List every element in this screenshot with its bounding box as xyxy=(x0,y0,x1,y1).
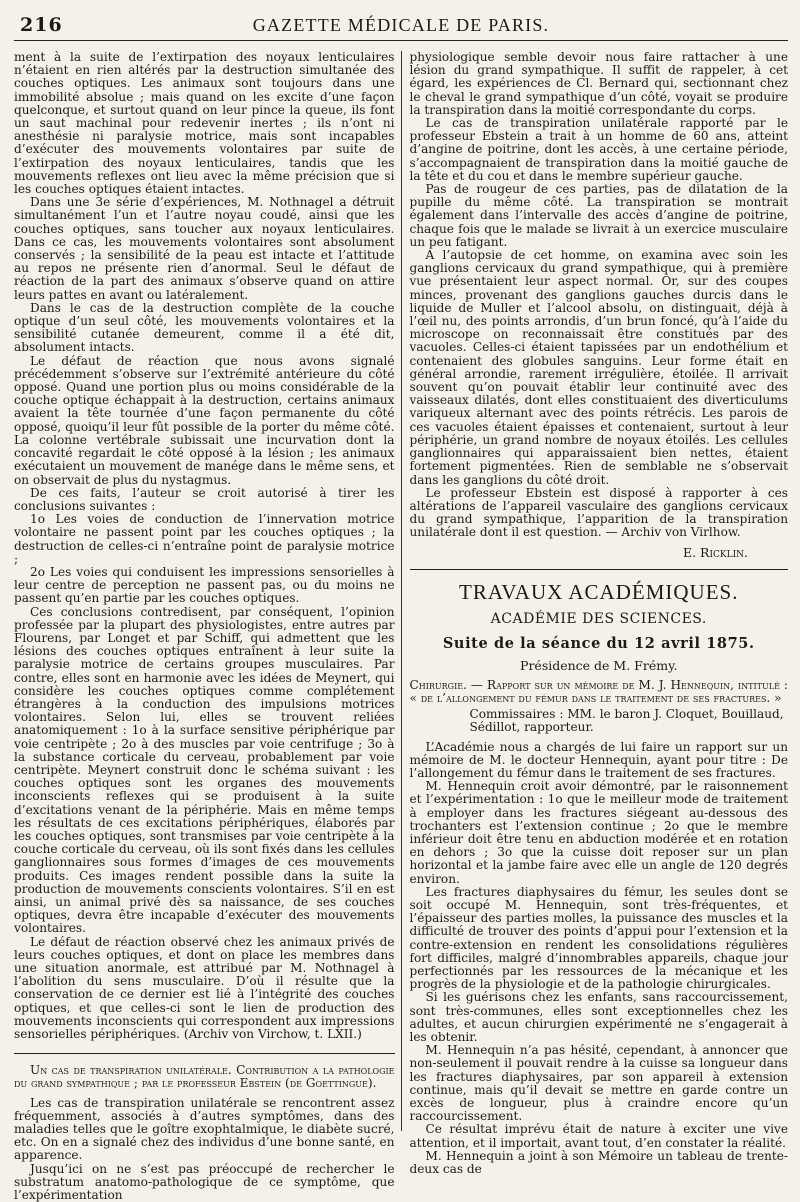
presidency-line: Présidence de M. Frémy. xyxy=(520,657,678,673)
session-heading: Suite de la séance du 12 avril 1875. xyxy=(442,634,755,652)
author-signature: E. Ricklin. xyxy=(682,544,748,560)
paragraph: Le cas de transpiration unilatérale rapporté par le professeur Ebstein a trait à un homme de 60 ans, atteint d’angine de poitrine, dont les accès, à une certaine période, s’accompagnaient de transpiration dans la moitié gauche de la tête et du cou et dans le membre supérieur gauche. xyxy=(409,116,788,183)
paragraph: 2o Les voies qui conduisent les impressions sensorielles à leur centre de perception ne passent pas, ou du moins ne passent qu’en partie par les couches optiques. xyxy=(14,564,395,606)
two-column-body xyxy=(14,50,788,1202)
paragraph: Le défaut de réaction que nous avons signalé précédemment s’observe sur l’extrémité antérieure du côté opposé. Quand une portion plus ou moins considérable de la couche optique échappait à la destruction, certains animaux avaient la tête tournée d’une façon permanente du côté opposé, quoiqu’il leur fût possible de la porter du même côté. La colonne vertébrale subissait une incurvation dont la concavité regardait le côté opposé à la lésion ; les animaux exécutaient un mouvement de manége dans le même sens, et on observait de plus du nystagmus. xyxy=(14,353,395,487)
section-divider xyxy=(14,1053,395,1054)
report-heading: Chirurgie. — Rapport sur un mémoire de M. J. Hennequin, intitulé : « de l’allongement du fémur dans le traitement de ses fractures. » xyxy=(409,677,788,705)
paragraph: Dans le cas de la destruction complète de la couche optique d’un seul côté, les mouvements volontaires et la sensibilité cutanée demeurent, comme il a été dit, absolument intacts. xyxy=(14,300,395,355)
right-column xyxy=(402,50,789,1177)
paragraph: Ces conclusions contredisent, par conséquent, l’opinion professée par la plupart des physiologistes, entre autres par Flourens, par Longet et par Schiff, qui admettent que les lésions des couches optiques entraînent à leur suite la paralysie motrice de certains groupes musculaires. Par contre, elles sont en harmonie avec les idées de Meynert, qui considère les couches optiques comme complétement étrangères à la conduction des impulsions motrices volontaires. Selon lui, elles se trouvent reliées anatomiquement : 1o à la surface sensitive périphérique par voie centripète ; 2o à des muscles par voie centrifuge ; 3o à la substance corticale du cerveau, probablement par voie centripète. Meynert construit donc le schéma suivant : les couches optiques sont les organes des mouvements inconscients reflexes qui se produisent à la suite d’excitations venant de la périphérie. Mais en même temps les résultats de ces excitations périphériques, élaborés par les couches optiques, sont transmises par voie centripète à la couche corticale du cerveau, où ils sont fixés dans les cellules ganglionnaires sous formes d’images de ces mouvements produits. Ces images rendent possible dans la suite la production de mouvements conscients volontaires. S’il en est ainsi, un animal privé dès sa naissance, de ses couches optiques, devra être incapable d’exécuter des mouvements volontaires. xyxy=(14,604,395,936)
paragraph: Si les guérisons chez les enfants, sans raccourcissement, sont très-communes, elles sont exceptionnelles chez les adultes, et aucun chirurgien expérimenté ne s’engagerait à les obtenir. xyxy=(409,990,788,1044)
paragraph: ment à la suite de l’extirpation des noyaux lenticulaires n’étaient en rien altérés par la destruction simultanée des couches optiques. Les animaux sont toujours dans une immobilité absolue ; mais quand on les excite d’une façon quelconque, et surtout quand on leur pince la queue, ils font un saut machinal pour redevenir inertes ; ils n’ont ni anesthésie ni paralysie motrice, mais sont incapables d’exécuter des mouvements volontaires par suite de l’extirpation des noyaux lenticulaires, tandis que les mouvements reflexes ont lieu avec la même précision que si les couches optiques étaient intactes. xyxy=(14,50,395,197)
article-heading: Un cas de transpiration unilatérale. Contribution a la pathologie du grand sympathique ; par le professeur Ebstein (de Goettingue). xyxy=(14,1063,395,1091)
paragraph: 1o Les voies de conduction de l’innervation motrice volontaire ne passent point par les couches optiques ; la destruction de celles-ci n’entraîne point de paralysie motrice ; xyxy=(14,512,395,566)
paragraph: Les cas de transpiration unilatérale se rencontrent assez fréquemment, associés à d’autres symptômes, dans des maladies telles que le goître exophtalmique, le diabète sucré, etc. On en a signalé chez des individus d’une bonne santé, en apparence. xyxy=(14,1095,395,1163)
paragraph: Jusqu’ici on ne s’est pas préoccupé de rechercher le substratum anatomo-pathologique de ce symptôme, que l’expérimentation xyxy=(14,1161,395,1202)
section-divider xyxy=(410,569,789,570)
paragraph: Les fractures diaphysaires du fémur, les seules dont se soit occupé M. Hennequin, sont très-fréquentes, et l’épaisseur des parties molles, la puissance des muscles et la difficulté de trouver des points d’appui pour l’extension et la contre-extension en rendent les consolidations régulières fort difficiles, malgré d’innombrables appareils, chaque jour perfectionnés par les ressources de la mécanique et les progrès de la physiologie et de la pathologie chirurgicales. xyxy=(409,884,788,992)
paragraph: Pas de rougeur de ces parties, pas de dilatation de la pupille du même côté. La transpiration se montrait également dans l’intervalle des accès d’angine de poitrine, chaque fois que le malade se livrait à un exercice musculaire un peu fatigant. xyxy=(409,182,788,249)
left-column xyxy=(14,50,401,1202)
academy-heading: ACADÉMIE DES SCIENCES. xyxy=(490,610,707,627)
paragraph: L’Académie nous a chargés de lui faire un rapport sur un mémoire de M. le docteur Hennequin, ayant pour titre : De l’allongement du fémur dans le traitement de ses fractures. xyxy=(409,739,788,780)
journal-title: GAZETTE MÉDICALE DE PARIS. xyxy=(252,15,550,35)
commissioners-line: Commissaires : MM. le baron J. Cloquet, Bouillaud, Sédillot, rapporteur. xyxy=(469,707,784,735)
paragraph: M. Hennequin croit avoir démontré, par le raisonnement et l’expérimentation : 1o que le meilleur mode de traitement à employer dans les fractures siégeant au-dessous des trochanters est l’extension continue ; 2o que le membre inférieur doit être tenu en abduction modérée et en rotation en dehors ; 3o que la cuisse doit reposer sur un plan horizontal et la jambe faire avec elle un angle de 120 degrés environ. xyxy=(409,779,788,886)
running-header xyxy=(14,12,788,41)
paragraph: Le défaut de réaction observé chez les animaux privés de leurs couches optiques, et dont on place les membres dans une situation anormale, est attribué par M. Nothnagel à l’abolition du sens musculaire. D’où il résulte que la conservation de ce dernier est lié à l’intégrité des couches optiques, et que celles-ci sont le lien de production des mouvements inconscients qui correspondent aux impressions sensorielles périphériques. (Archiv von Virchow, t. LXII.) xyxy=(14,934,395,1042)
paragraph: M. Hennequin a joint à son Mémoire un tableau de trente-deux cas de xyxy=(409,1148,788,1177)
paragraph: De ces faits, l’auteur se croit autorisé à tirer les conclusions suivantes : xyxy=(14,485,395,513)
paragraph: Dans une 3e série d’expériences, M. Nothnagel a détruit simultanément l’un et l’autre noyau coudé, ainsi que les couches optiques, sans toucher aux noyaux lenticulaires. Dans ce cas, les mouvements volontaires sont absolument conservés ; la sensibilité de la peau est intacte et l’attitude au repos ne présente rien d’anormal. Seul le défaut de réaction de la part des animaux s’observe quand on attire leurs pattes en avant ou latéralement. xyxy=(14,195,395,302)
section-title: TRAVAUX ACADÉMIQUES. xyxy=(459,579,739,604)
paragraph: A l’autopsie de cet homme, on examina avec soin les ganglions cervicaux du grand sympathique, qui à première vue présentaient leur aspect normal. Or, sur des coupes minces, provenant des ganglions gauches durcis dans le liquide de Muller et l’alcool absolu, on distinguait, déjà à l’œil nu, des points arrondis, d’un brun foncé, qu’à l’aide du microscope on reconnaissait être constitués par des vacuoles. Celles-ci étaient tapissées par un endothélium et contenaient des globules sanguins. Leur forme était en général arrondie, rarement irrégulière, étoilée. Il arrivait souvent qu’on pouvait établir leur continuité avec des vaisseaux dilatés, dont elles constituaient des diverticulums variqueux alternant avec des points rétrécis. Les parois de ces vacuoles étaient épaisses et contenaient, surtout à leur périphérie, un grand nombre de noyaux étoilés. Les cellules ganglionnaires qui apparaissaient bien nettes, étaient fortement pigmentées. Rien de semblable ne s’observait dans les ganglions du côté droit. xyxy=(409,248,788,487)
paragraph: Le professeur Ebstein est disposé à rapporter à ces altérations de l’appareil vasculaire des ganglions cervicaux du grand sympathique, l’apparition de la transpiration unilatérale dont il est question. — Archiv von Virlhow. xyxy=(409,485,788,540)
page-number: 216 xyxy=(20,14,63,36)
paragraph: M. Hennequin n’a pas hésité, cependant, à annoncer que non-seulement il pouvait rendre à la cuisse sa longueur dans les fractures diaphysaires, par son appareil à extension continue, mais qu’il devait se mettre en garde contre un excès de longueur, plus à craindre encore qu’un raccourcissement. xyxy=(409,1043,788,1124)
paragraph: Ce résultat imprévu était de nature à exciter une vive attention, et il importait, avant tout, d’en constater la réalité. xyxy=(409,1122,788,1150)
paragraph: physiologique semble devoir nous faire rattacher à une lésion du grand sympathique. Il suffit de rappeler, à cet égard, les expériences de Cl. Bernard qui, sectionnant chez le cheval le grand sympathique d’un côté, voyait se produire la transpiration dans la moitié correspondante du corps. xyxy=(409,50,788,117)
